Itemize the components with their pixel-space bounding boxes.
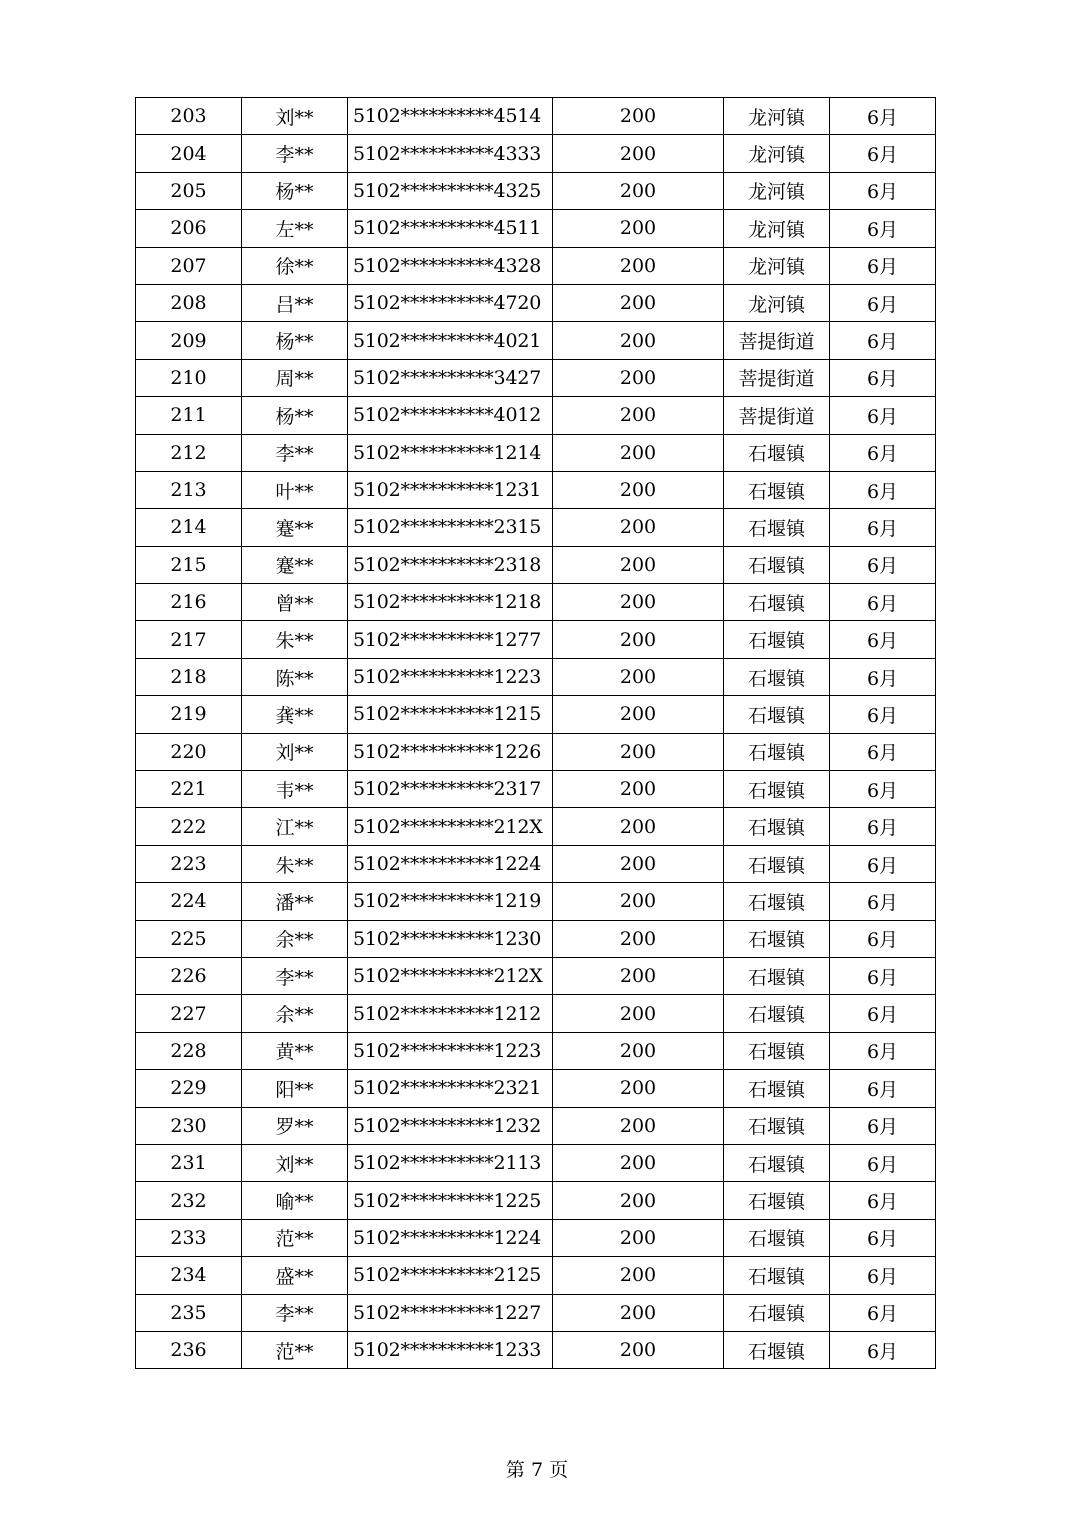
name-cell: 左** (242, 210, 348, 247)
id-number-cell: 5102**********1219 (348, 883, 553, 920)
town-cell: 石堰镇 (724, 1257, 830, 1294)
table-row (136, 808, 936, 845)
town-cell: 石堰镇 (724, 584, 830, 621)
row-number-cell: 218 (136, 658, 242, 695)
month-cell: 6月 (830, 172, 936, 209)
row-number-cell: 232 (136, 1182, 242, 1219)
amount-cell: 200 (553, 845, 724, 882)
table-row (136, 1144, 936, 1181)
table-row (136, 584, 936, 621)
name-cell: 徐** (242, 247, 348, 284)
name-cell: 阳** (242, 1070, 348, 1107)
table-row (136, 359, 936, 396)
town-cell: 石堰镇 (724, 696, 830, 733)
amount-cell: 200 (553, 210, 724, 247)
amount-cell: 200 (553, 1144, 724, 1181)
amount-cell: 200 (553, 434, 724, 471)
amount-cell: 200 (553, 1107, 724, 1144)
town-cell: 石堰镇 (724, 658, 830, 695)
month-cell: 6月 (830, 546, 936, 583)
row-number-cell: 231 (136, 1144, 242, 1181)
month-cell: 6月 (830, 584, 936, 621)
id-number-cell: 5102**********2317 (348, 771, 553, 808)
month-cell: 6月 (830, 471, 936, 508)
month-cell: 6月 (830, 808, 936, 845)
town-cell: 石堰镇 (724, 845, 830, 882)
month-cell: 6月 (830, 434, 936, 471)
table-row (136, 471, 936, 508)
id-number-cell: 5102**********4325 (348, 172, 553, 209)
row-number-cell: 203 (136, 98, 242, 135)
name-cell: 刘** (242, 1144, 348, 1181)
amount-cell: 200 (553, 1182, 724, 1219)
table-row (136, 247, 936, 284)
amount-cell: 200 (553, 471, 724, 508)
id-number-cell: 5102**********1223 (348, 1032, 553, 1069)
table-body (136, 98, 936, 1369)
table-row (136, 771, 936, 808)
town-cell: 石堰镇 (724, 546, 830, 583)
row-number-cell: 234 (136, 1257, 242, 1294)
month-cell: 6月 (830, 509, 936, 546)
amount-cell: 200 (553, 397, 724, 434)
name-cell: 李** (242, 434, 348, 471)
name-cell: 杨** (242, 172, 348, 209)
month-cell: 6月 (830, 98, 936, 135)
town-cell: 龙河镇 (724, 135, 830, 172)
month-cell: 6月 (830, 920, 936, 957)
amount-cell: 200 (553, 584, 724, 621)
table-row (136, 621, 936, 658)
month-cell: 6月 (830, 210, 936, 247)
name-cell: 余** (242, 995, 348, 1032)
row-number-cell: 230 (136, 1107, 242, 1144)
month-cell: 6月 (830, 1032, 936, 1069)
id-number-cell: 5102**********2321 (348, 1070, 553, 1107)
name-cell: 叶** (242, 471, 348, 508)
amount-cell: 200 (553, 98, 724, 135)
town-cell: 石堰镇 (724, 1182, 830, 1219)
name-cell: 范** (242, 1331, 348, 1368)
id-number-cell: 5102**********4012 (348, 397, 553, 434)
table-row (136, 322, 936, 359)
row-number-cell: 211 (136, 397, 242, 434)
row-number-cell: 208 (136, 284, 242, 321)
town-cell: 石堰镇 (724, 883, 830, 920)
id-number-cell: 5102**********1233 (348, 1331, 553, 1368)
table-row (136, 883, 936, 920)
row-number-cell: 223 (136, 845, 242, 882)
id-number-cell: 5102**********4514 (348, 98, 553, 135)
table-row (136, 658, 936, 695)
amount-cell: 200 (553, 509, 724, 546)
amount-cell: 200 (553, 621, 724, 658)
id-number-cell: 5102**********2318 (348, 546, 553, 583)
name-cell: 江** (242, 808, 348, 845)
name-cell: 杨** (242, 397, 348, 434)
town-cell: 石堰镇 (724, 771, 830, 808)
row-number-cell: 220 (136, 733, 242, 770)
row-number-cell: 236 (136, 1331, 242, 1368)
amount-cell: 200 (553, 135, 724, 172)
id-number-cell: 5102**********2315 (348, 509, 553, 546)
month-cell: 6月 (830, 322, 936, 359)
table-row (136, 98, 936, 135)
town-cell: 龙河镇 (724, 98, 830, 135)
amount-cell: 200 (553, 322, 724, 359)
town-cell: 石堰镇 (724, 1331, 830, 1368)
row-number-cell: 219 (136, 696, 242, 733)
month-cell: 6月 (830, 1257, 936, 1294)
town-cell: 石堰镇 (724, 1032, 830, 1069)
amount-cell: 200 (553, 696, 724, 733)
row-number-cell: 207 (136, 247, 242, 284)
name-cell: 周** (242, 359, 348, 396)
id-number-cell: 5102**********1231 (348, 471, 553, 508)
row-number-cell: 217 (136, 621, 242, 658)
row-number-cell: 224 (136, 883, 242, 920)
name-cell: 刘** (242, 733, 348, 770)
id-number-cell: 5102**********1212 (348, 995, 553, 1032)
name-cell: 黄** (242, 1032, 348, 1069)
table-row (136, 1182, 936, 1219)
month-cell: 6月 (830, 957, 936, 994)
table-row (136, 1107, 936, 1144)
amount-cell: 200 (553, 808, 724, 845)
id-number-cell: 5102**********1218 (348, 584, 553, 621)
row-number-cell: 228 (136, 1032, 242, 1069)
name-cell: 潘** (242, 883, 348, 920)
name-cell: 罗** (242, 1107, 348, 1144)
table-row (136, 1032, 936, 1069)
amount-cell: 200 (553, 284, 724, 321)
amount-cell: 200 (553, 771, 724, 808)
id-number-cell: 5102**********1223 (348, 658, 553, 695)
id-number-cell: 5102**********1226 (348, 733, 553, 770)
row-number-cell: 216 (136, 584, 242, 621)
month-cell: 6月 (830, 284, 936, 321)
id-number-cell: 5102**********212X (348, 808, 553, 845)
town-cell: 石堰镇 (724, 1294, 830, 1331)
row-number-cell: 209 (136, 322, 242, 359)
month-cell: 6月 (830, 733, 936, 770)
amount-cell: 200 (553, 733, 724, 770)
row-number-cell: 233 (136, 1219, 242, 1256)
month-cell: 6月 (830, 1144, 936, 1181)
town-cell: 石堰镇 (724, 920, 830, 957)
id-number-cell: 5102**********1224 (348, 845, 553, 882)
table-row (136, 397, 936, 434)
name-cell: 韦** (242, 771, 348, 808)
row-number-cell: 206 (136, 210, 242, 247)
month-cell: 6月 (830, 1294, 936, 1331)
amount-cell: 200 (553, 1257, 724, 1294)
town-cell: 石堰镇 (724, 957, 830, 994)
name-cell: 龚** (242, 696, 348, 733)
id-number-cell: 5102**********2125 (348, 1257, 553, 1294)
row-number-cell: 215 (136, 546, 242, 583)
name-cell: 蹇** (242, 546, 348, 583)
name-cell: 杨** (242, 322, 348, 359)
amount-cell: 200 (553, 883, 724, 920)
row-number-cell: 212 (136, 434, 242, 471)
town-cell: 菩提街道 (724, 397, 830, 434)
row-number-cell: 235 (136, 1294, 242, 1331)
table-row (136, 1070, 936, 1107)
id-number-cell: 5102**********4328 (348, 247, 553, 284)
table-row (136, 1257, 936, 1294)
id-number-cell: 5102**********4021 (348, 322, 553, 359)
amount-cell: 200 (553, 995, 724, 1032)
id-number-cell: 5102**********1225 (348, 1182, 553, 1219)
name-cell: 朱** (242, 621, 348, 658)
town-cell: 菩提街道 (724, 359, 830, 396)
town-cell: 龙河镇 (724, 284, 830, 321)
id-number-cell: 5102**********2113 (348, 1144, 553, 1181)
amount-cell: 200 (553, 546, 724, 583)
name-cell: 喻** (242, 1182, 348, 1219)
month-cell: 6月 (830, 359, 936, 396)
town-cell: 石堰镇 (724, 1144, 830, 1181)
town-cell: 龙河镇 (724, 172, 830, 209)
row-number-cell: 225 (136, 920, 242, 957)
amount-cell: 200 (553, 658, 724, 695)
town-cell: 石堰镇 (724, 733, 830, 770)
name-cell: 曾** (242, 584, 348, 621)
name-cell: 吕** (242, 284, 348, 321)
amount-cell: 200 (553, 920, 724, 957)
row-number-cell: 213 (136, 471, 242, 508)
table-row (136, 1331, 936, 1368)
month-cell: 6月 (830, 845, 936, 882)
id-number-cell: 5102**********1224 (348, 1219, 553, 1256)
town-cell: 龙河镇 (724, 210, 830, 247)
id-number-cell: 5102**********1214 (348, 434, 553, 471)
amount-cell: 200 (553, 1070, 724, 1107)
name-cell: 范** (242, 1219, 348, 1256)
table-row (136, 172, 936, 209)
table-row (136, 546, 936, 583)
table-row (136, 733, 936, 770)
amount-cell: 200 (553, 1331, 724, 1368)
row-number-cell: 221 (136, 771, 242, 808)
row-number-cell: 210 (136, 359, 242, 396)
amount-cell: 200 (553, 957, 724, 994)
table-row (136, 957, 936, 994)
id-number-cell: 5102**********3427 (348, 359, 553, 396)
table-row (136, 509, 936, 546)
row-number-cell: 229 (136, 1070, 242, 1107)
row-number-cell: 214 (136, 509, 242, 546)
name-cell: 朱** (242, 845, 348, 882)
table-row (136, 920, 936, 957)
month-cell: 6月 (830, 247, 936, 284)
id-number-cell: 5102**********1215 (348, 696, 553, 733)
town-cell: 石堰镇 (724, 1219, 830, 1256)
id-number-cell: 5102**********4333 (348, 135, 553, 172)
id-number-cell: 5102**********1232 (348, 1107, 553, 1144)
town-cell: 石堰镇 (724, 509, 830, 546)
town-cell: 石堰镇 (724, 1070, 830, 1107)
table-row (136, 1219, 936, 1256)
id-number-cell: 5102**********1277 (348, 621, 553, 658)
table-row (136, 210, 936, 247)
row-number-cell: 222 (136, 808, 242, 845)
row-number-cell: 205 (136, 172, 242, 209)
month-cell: 6月 (830, 883, 936, 920)
month-cell: 6月 (830, 696, 936, 733)
town-cell: 龙河镇 (724, 247, 830, 284)
page-number: 第 7 页 (505, 1459, 569, 1481)
table-row (136, 1294, 936, 1331)
name-cell: 蹇** (242, 509, 348, 546)
name-cell: 陈** (242, 658, 348, 695)
month-cell: 6月 (830, 135, 936, 172)
month-cell: 6月 (830, 1107, 936, 1144)
month-cell: 6月 (830, 621, 936, 658)
name-cell: 李** (242, 1294, 348, 1331)
month-cell: 6月 (830, 1219, 936, 1256)
month-cell: 6月 (830, 1182, 936, 1219)
month-cell: 6月 (830, 771, 936, 808)
table-row (136, 995, 936, 1032)
town-cell: 石堰镇 (724, 995, 830, 1032)
table-row (136, 845, 936, 882)
name-cell: 盛** (242, 1257, 348, 1294)
id-number-cell: 5102**********1230 (348, 920, 553, 957)
amount-cell: 200 (553, 359, 724, 396)
town-cell: 石堰镇 (724, 471, 830, 508)
month-cell: 6月 (830, 995, 936, 1032)
amount-cell: 200 (553, 172, 724, 209)
id-number-cell: 5102**********212X (348, 957, 553, 994)
table-row (136, 135, 936, 172)
table-row (136, 434, 936, 471)
row-number-cell: 226 (136, 957, 242, 994)
subsidy-list-table (135, 97, 936, 1369)
name-cell: 李** (242, 135, 348, 172)
name-cell: 余** (242, 920, 348, 957)
town-cell: 石堰镇 (724, 808, 830, 845)
amount-cell: 200 (553, 1219, 724, 1256)
month-cell: 6月 (830, 397, 936, 434)
id-number-cell: 5102**********4720 (348, 284, 553, 321)
month-cell: 6月 (830, 1070, 936, 1107)
row-number-cell: 204 (136, 135, 242, 172)
id-number-cell: 5102**********1227 (348, 1294, 553, 1331)
month-cell: 6月 (830, 658, 936, 695)
amount-cell: 200 (553, 1032, 724, 1069)
table-row (136, 284, 936, 321)
table-row (136, 696, 936, 733)
town-cell: 石堰镇 (724, 434, 830, 471)
town-cell: 菩提街道 (724, 322, 830, 359)
town-cell: 石堰镇 (724, 1107, 830, 1144)
amount-cell: 200 (553, 1294, 724, 1331)
name-cell: 李** (242, 957, 348, 994)
name-cell: 刘** (242, 98, 348, 135)
town-cell: 石堰镇 (724, 621, 830, 658)
id-number-cell: 5102**********4511 (348, 210, 553, 247)
month-cell: 6月 (830, 1331, 936, 1368)
amount-cell: 200 (553, 247, 724, 284)
row-number-cell: 227 (136, 995, 242, 1032)
